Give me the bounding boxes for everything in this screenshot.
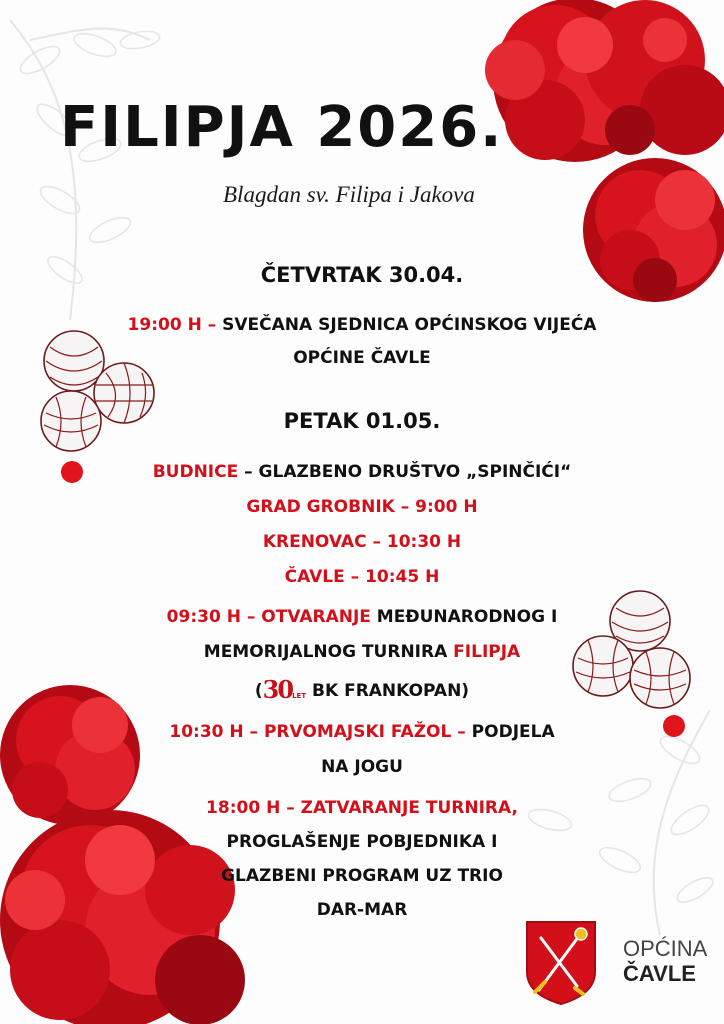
closing-line1: 18:00 H – ZATVARANJE TURNIRA, [206,798,518,818]
tournament-line2 [0,642,724,662]
logo-line2: ČAVLE [623,961,696,987]
event-text: SVEČANA SJEDNICA OPĆINSKOG VIJEĆA [222,315,597,335]
tournament-black: MEĐUNARODNOG I [370,607,558,627]
tournament-line3-rest: BK FRANKOPAN) [306,681,470,701]
closing-line4: DAR-MAR [316,900,408,920]
tournament-red: 09:30 H – OTVARANJE [166,607,371,627]
anniversary-badge-label: LET [292,692,307,700]
fazol-red: 10:30 H – PRVOMAJSKI FAŽOL – [169,722,466,742]
event-session-line1 [0,315,724,335]
tournament-line3 [0,675,724,704]
closing-line3: GLAZBENI PROGRAM UZ TRIO [221,866,503,886]
closing-line2: PROGLAŠENJE POBJEDNIKA I [226,832,498,852]
event-dash: – [201,315,223,335]
fazol-line2: NA JOGU [321,757,403,777]
tournament-line2-red: FILIPJA [453,642,521,662]
fazol-black: PODJELA [465,722,555,742]
fazol-line1 [0,722,724,742]
day-heading-friday: PETAK 01.05. [283,409,441,433]
event-session-line2: OPĆINE ČAVLE [293,348,431,368]
budnice-stop: KRENOVAC – 10:30 H [262,532,462,552]
anniversary-badge: 30 [262,675,293,704]
page-title: FILIPJA 2026. [60,95,504,160]
budnice-rest: – GLAZBENO DRUŠTVO „SPINČIĆI“ [238,462,572,482]
budnice-stop: ČAVLE – 10:45 H [284,567,440,587]
coat-of-arms-icon [525,920,597,1006]
budnice-stop: GRAD GROBNIK – 9:00 H [246,497,478,517]
carnation-flower-icon [575,150,724,315]
tournament-line1 [0,607,724,627]
page-subtitle: Blagdan sv. Filipa i Jakova [223,182,475,207]
tournament-line2-black: MEMORIJALNOG TURNIRA [203,642,454,662]
tournament-open-paren: ( [254,681,263,701]
event-time: 19:00 H [127,315,202,335]
day-heading-thursday: ČETVRTAK 30.04. [260,263,464,287]
budnice-label: BUDNICE [152,462,239,482]
logo-text [623,936,707,987]
logo-line1: OPĆINA [623,936,708,961]
budnice-line [0,462,724,482]
